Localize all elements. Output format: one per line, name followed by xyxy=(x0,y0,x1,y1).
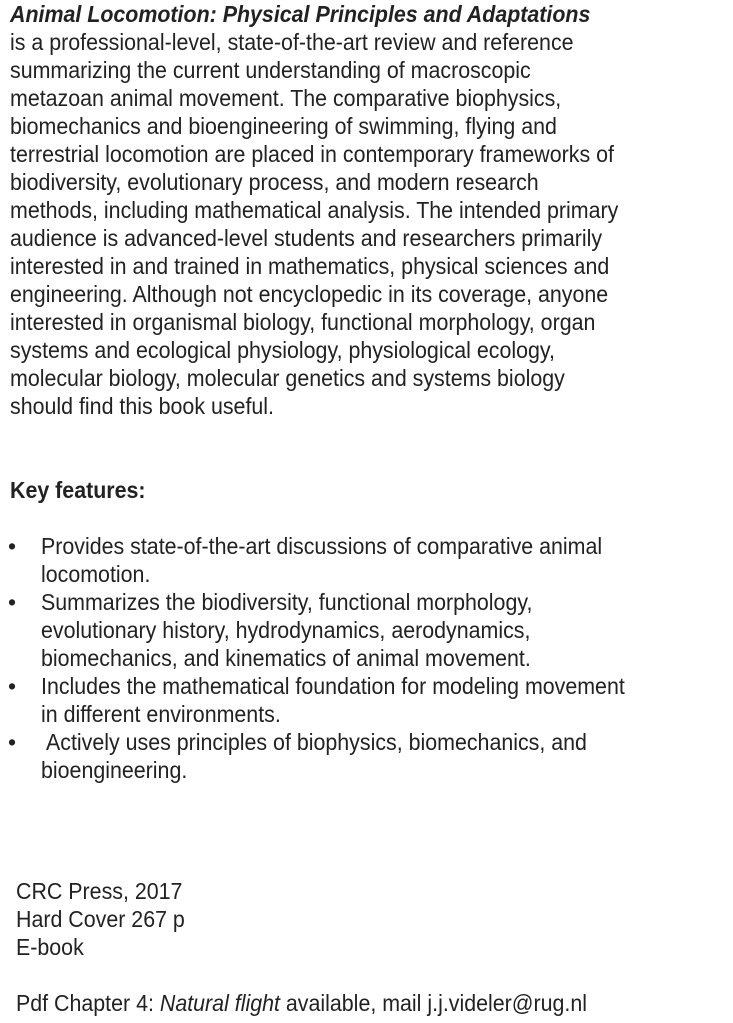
description-line: interested in organismal biology, functional morphology, organ xyxy=(10,309,596,335)
bullet-icon: • xyxy=(8,589,17,615)
feature-line: Includes the mathematical foundation for modeling movement xyxy=(41,673,625,699)
feature-line: biomechanics, and kinematics of animal movement. xyxy=(41,645,531,671)
bullet-icon: • xyxy=(8,673,17,699)
feature-line: Summarizes the biodiversity, functional morphology, xyxy=(41,589,533,615)
publisher-info: CRC Press, 2017 xyxy=(16,878,183,904)
book-title: Animal Locomotion: Physical Principles and Adaptations xyxy=(10,1,591,27)
description-line: biomechanics and bioengineering of swimming, flying and xyxy=(10,113,557,139)
description-line: is a professional-level, state-of-the-art review and reference xyxy=(10,29,574,55)
description-line: molecular biology, molecular genetics and systems biology xyxy=(10,365,565,391)
ebook-info: E-book xyxy=(16,934,84,960)
feature-line: evolutionary history, hydrodynamics, aerodynamics, xyxy=(41,617,531,643)
description-line: metazoan animal movement. The comparative biophysics, xyxy=(10,85,562,111)
bullet-icon: • xyxy=(8,533,17,559)
description-line: terrestrial locomotion are placed in contemporary frameworks of xyxy=(10,141,614,167)
feature-line: in different environments. xyxy=(41,701,281,727)
pdf-note-contact: available, mail j.j.videler@rug.nl xyxy=(279,990,588,1016)
description-line: methods, including mathematical analysis. The intended primary xyxy=(10,197,619,223)
feature-line: locomotion. xyxy=(41,561,151,587)
description-line: engineering. Although not encyclopedic in its coverage, anyone xyxy=(10,281,609,307)
format-info: Hard Cover 267 p xyxy=(16,906,185,932)
description-line: biodiversity, evolutionary process, and modern research xyxy=(10,169,539,195)
bullet-icon: • xyxy=(8,729,17,755)
description-line: interested in and trained in mathematics, physical sciences and xyxy=(10,253,610,279)
feature-line: Actively uses principles of biophysics, biomechanics, and xyxy=(46,729,587,755)
description-line: audience is advanced-level students and researchers primarily xyxy=(10,225,603,251)
pdf-note-prefix: Pdf Chapter 4: xyxy=(16,990,160,1016)
chapter-title: Natural flight xyxy=(159,990,280,1016)
pdf-chapter-note xyxy=(16,989,587,1017)
description-line: summarizing the current understanding of macroscopic xyxy=(10,57,531,83)
key-features-heading: Key features: xyxy=(10,477,146,503)
feature-line: bioengineering. xyxy=(41,757,188,783)
description-line: systems and ecological physiology, physiological ecology, xyxy=(10,337,555,363)
description-line: should find this book useful. xyxy=(10,393,274,419)
feature-line: Provides state-of-the-art discussions of comparative animal xyxy=(41,533,603,559)
